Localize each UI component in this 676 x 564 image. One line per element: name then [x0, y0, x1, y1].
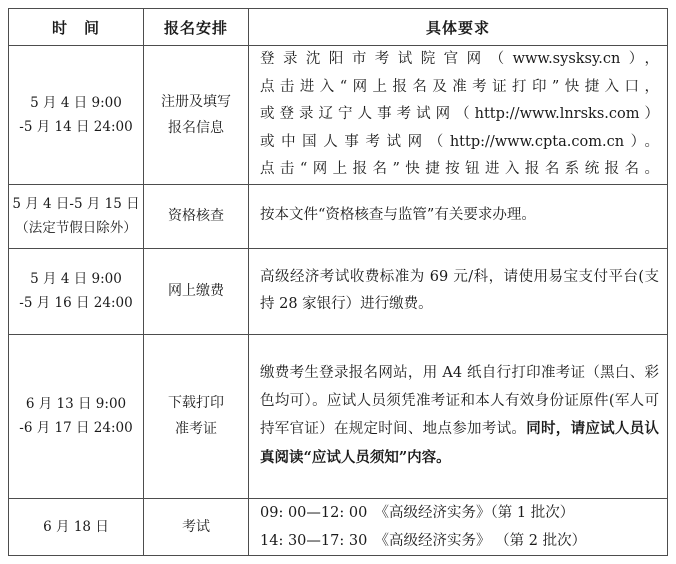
arrangement-line: 考试: [182, 518, 210, 535]
time-line: -5 月 14 日 24:00: [19, 118, 133, 135]
requirement-cell: [249, 248, 668, 334]
requirement-line: 登录沈阳市考试院官网（www.sysksy.cn），: [260, 51, 659, 67]
requirement-cell: [249, 334, 668, 498]
table-row-admission-ticket: [9, 334, 668, 498]
time-line: （法定节假日除外）: [15, 220, 137, 236]
requirement-cell: [249, 498, 668, 555]
requirement-cell: [249, 184, 668, 248]
time-cell: [9, 46, 144, 185]
time-line: 5 月 4 日 9:00: [30, 94, 122, 111]
requirement-cell: [249, 46, 668, 185]
arrangement-cell: [144, 334, 249, 498]
time-cell: [9, 248, 144, 334]
time-cell: [9, 184, 144, 248]
time-line: 6 月 18 日: [43, 518, 109, 535]
time-line: -6 月 17 日 24:00: [19, 420, 133, 436]
arrangement-line: 报名信息: [168, 119, 224, 136]
time-line: -5 月 16 日 24:00: [19, 295, 133, 311]
header-requirement: 具体要求: [249, 9, 668, 46]
requirement-text: 按本文件“资格核查与监管”有关要求办理。: [260, 207, 536, 224]
requirement-line: 或登录辽宁人事考试网（http://www.lnrsks.com）: [260, 106, 659, 122]
header-time: 时 间: [9, 9, 144, 46]
arrangement-line: 注册及填写: [161, 93, 231, 110]
arrangement-line: 下载打印: [168, 395, 224, 411]
arrangement-cell: [144, 248, 249, 334]
time-cell: [9, 334, 144, 498]
arrangement-cell: [144, 184, 249, 248]
time-cell: [9, 498, 144, 555]
time-line: 6 月 13 日 9:00: [25, 396, 127, 412]
table-row-registration: [9, 46, 668, 185]
table-header-row: [9, 9, 668, 46]
exam-schedule-table: [8, 8, 668, 556]
requirement-text: 高级经济考试收费标准为 69 元/科，请使用易宝支付平台(支持 28 家银行）进行缴费。: [260, 268, 659, 312]
requirement-line: 或中国人事考试网（http://www.cpta.com.cn）。: [260, 133, 659, 150]
exam-session-line: 09: 00—12: 00 《高级经济实务》（第 1 批次）: [260, 504, 575, 521]
requirement-line: 点击“网上报名”快捷按钮进入报名系统报名。: [260, 161, 659, 177]
exam-session-line: 14: 30—17: 30 《高级经济实务》 （第 2 批次）: [260, 532, 587, 549]
time-line: 5 月 4 日 9:00: [30, 271, 122, 287]
table-row-exam: [9, 498, 668, 555]
arrangement-line: 准考证: [175, 421, 217, 437]
requirement-line: 点击进入“网上报名及准考证打印”快捷入口，: [260, 78, 659, 95]
requirement-normal-text: 缴费考生登录报名网站，用 A4 纸自行打印准考证（黑白、彩色均可）。应试人员须凭准考证和本人有效身份证原件(军人可持军官证）在规定时间、地点参加考试。: [260, 365, 659, 437]
header-arrangement: 报名安排: [144, 9, 249, 46]
table-row-qualification: [9, 184, 668, 248]
arrangement-line: 网上缴费: [168, 283, 224, 299]
requirement-bold-text: 同时，请应试人员认真阅读“应试人员须知”内容。: [260, 420, 660, 466]
time-line: 5 月 4 日-5 月 15 日: [12, 196, 140, 212]
arrangement-cell: [144, 46, 249, 185]
table-row-payment: [9, 248, 668, 334]
arrangement-line: 资格核查: [168, 208, 224, 224]
requirement-text: [260, 360, 659, 472]
arrangement-cell: [144, 498, 249, 555]
